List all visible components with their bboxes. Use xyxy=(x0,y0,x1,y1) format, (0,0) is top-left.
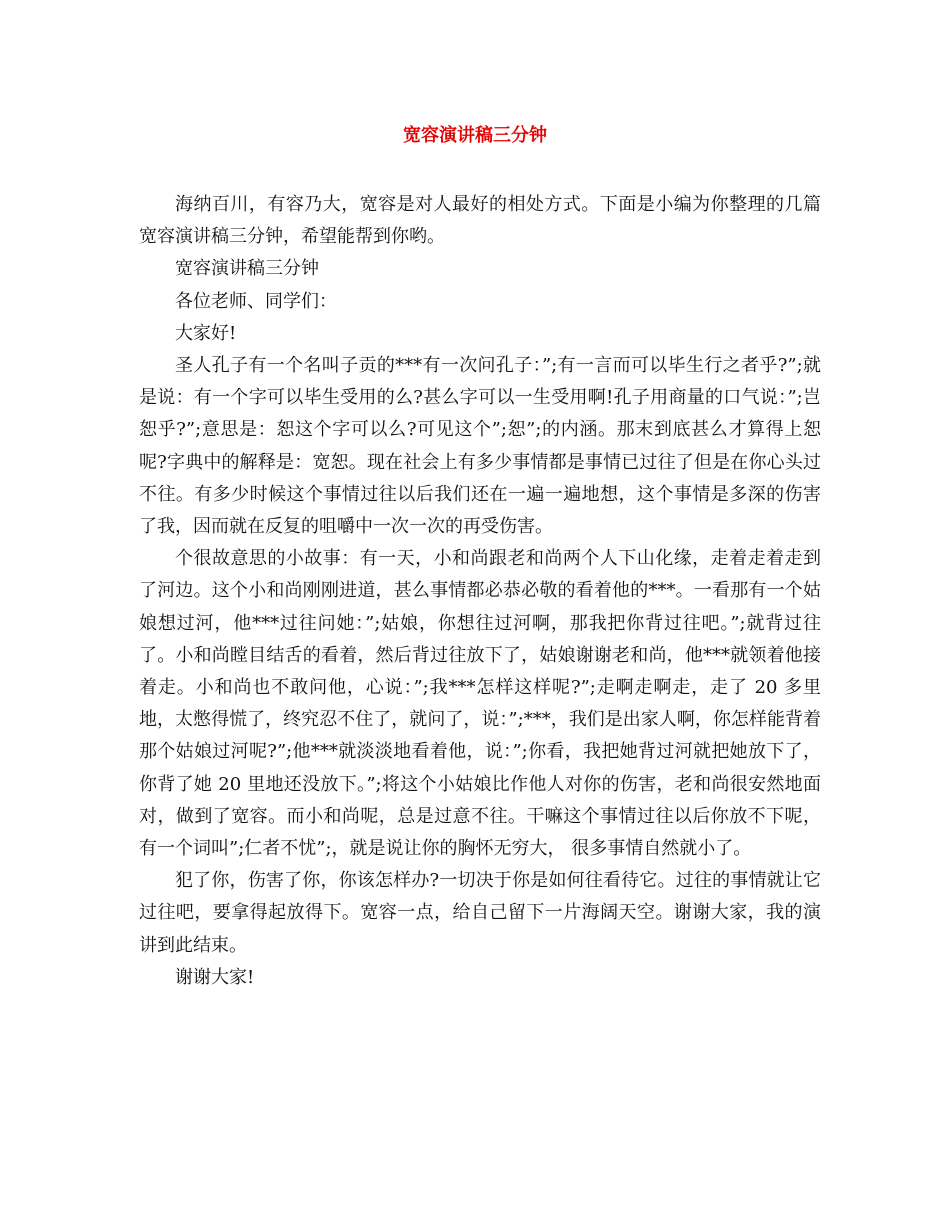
body-paragraph-monk-story: 个很故意思的小故事：有一天，小和尚跟老和尚两个人下山化缘，走着走着走到了河边。这个小和尚刚刚进道，甚么事情都必恭必敬的看着他的***。一看那有一个姑娘想过河，他***过往问她：”;姑娘，你想往过河啊，那我把你背过往吧。”;就背过往了。小和尚瞠目结舌的看着，然后背过往放下了，姑娘谢谢老和尚，他***就领着他接着走。小和尚也不敢问他，心说：”;我***怎样这样呢?”;走啊走啊走，走了 20 多里地，太憋得慌了，终究忍不住了，就问了，说：”;***，我们是出家人啊，你怎样能背着那个姑娘过河呢?”;他***就淡淡地看着他，说：”;你看，我把她背过河就把她放下了，你背了她 20 里地还没放下。”;将这个小姑娘比作他人对你的伤害，老和尚很安然地面对，做到了宽容。而小和尚呢，总是过意不往。干嘛这个事情过往以后你放不下呢，有一个词叫”;仁者不忧”;，就是说让你的胸怀无穷大， 很多事情自然就小了。 xyxy=(139,548,821,860)
body-paragraph-confucius: 圣人孔子有一个名叫子贡的***有一次问孔子：”;有一言而可以毕生行之者乎?”;就是说：有一个字可以毕生受用的么?甚么字可以一生受用啊!孔子用商量的口气说：”;岂恕乎?”;意思是：恕这个字可以么?可见这个”;恕”;的内涵。那末到底甚么才算得上恕呢?字典中的解释是：宽恕。现在社会上有多少事情都是事情已过往了但是在你心头过不往。有多少时候这个事情过往以后我们还在一遍一遍地想，这个事情是多深的伤害了我，因而就在反复的咀嚼中一次一次的再受伤害。 xyxy=(139,355,821,538)
intro-paragraph: 海纳百川，有容乃大，宽容是对人最好的相处方式。下面是小编为你整理的几篇宽容演讲稿三分钟，希望能帮到你哟。 xyxy=(139,194,821,248)
closing-thanks: 谢谢大家! xyxy=(175,966,255,988)
speech-heading: 宽容演讲稿三分钟 xyxy=(175,258,319,280)
document-title: 宽容演讲稿三分钟 xyxy=(403,125,547,146)
salutation: 各位老师、同学们： xyxy=(175,290,337,312)
greeting: 大家好! xyxy=(175,322,237,344)
document-body xyxy=(139,189,821,994)
body-paragraph-conclusion: 犯了你，伤害了你，你该怎样办?一切决于你是如何往看待它。过往的事情就让它过往吧，要拿得起放得下。宽容一点，给自己留下一片海阔天空。谢谢大家，我的演讲到此结束。 xyxy=(139,870,821,956)
